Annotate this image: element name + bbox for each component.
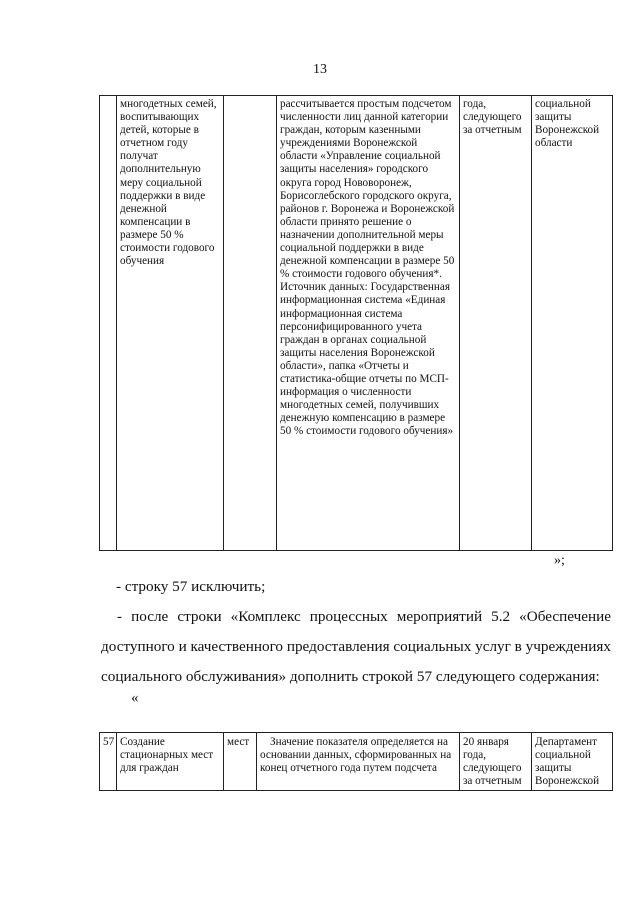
table-row [100, 733, 613, 791]
cell-calculation-method: рассчитывается простым подсчетом численности лиц данной категории граждан, которым казенными учреждениями Воронежской области «Управление социальной защиты населения» городского округа город Нововоронеж, Борисоглебского городского округа, районов г. Воронежа и Воронежской области принято решение о назначении дополнительной меры социальной поддержки в виде денежной компенсации в размере 50 % стоимости годового обучения*. Источник данных: Государственная информационная система «Единая информационная система персонифицированного учета граждан в органах социальной защиты населения Воронежской области», папка «Отчеты и статистика-общие отчеты по МСП-информация о численности многодетных семей, получивших денежную компенсацию в размере 50 % стоимости годового обучения» [277, 96, 460, 551]
cell-indicator-name: многодетных семей, воспитывающих детей, которые в отчетном году получат дополнительную меру социальной поддержки в виде денежной компенсации в размере 50 % стоимости годового обучения [117, 96, 224, 551]
cell-responsible: социальной защиты Воронежской области [532, 96, 613, 551]
opening-quote: « [131, 690, 139, 706]
indicator-table-continuation [99, 95, 613, 551]
cell-row-number [100, 96, 117, 551]
cell-unit: мест [224, 733, 257, 791]
page-number: 13 [313, 62, 327, 77]
amendment-paragraph-2: - после строки «Комплекс процессных мероприятий 5.2 «Обеспечение доступного и качественного предоставления социальных услуг в учреждениях социального обслуживания» дополнить строкой 57 следующего содержания: [101, 608, 611, 685]
amendment-paragraph-1: - строку 57 исключить; [116, 578, 266, 595]
cell-row-number: 57 [100, 733, 117, 791]
cell-indicator-name: Создание стационарных мест для граждан [117, 733, 224, 791]
cell-unit [224, 96, 277, 551]
indicator-table-new-row [99, 732, 613, 791]
cell-calculation-method: Значение показателя определяется на основании данных, сформированных на конец отчетного года путем подсчета [257, 733, 460, 791]
closing-quote: »; [554, 553, 565, 568]
table-row [100, 96, 613, 551]
cell-responsible: Департамент социальной защиты Воронежской [532, 733, 613, 791]
cell-deadline: 20 января года, следующего за отчетным [460, 733, 532, 791]
cell-deadline: года, следующего за отчетным [460, 96, 532, 551]
